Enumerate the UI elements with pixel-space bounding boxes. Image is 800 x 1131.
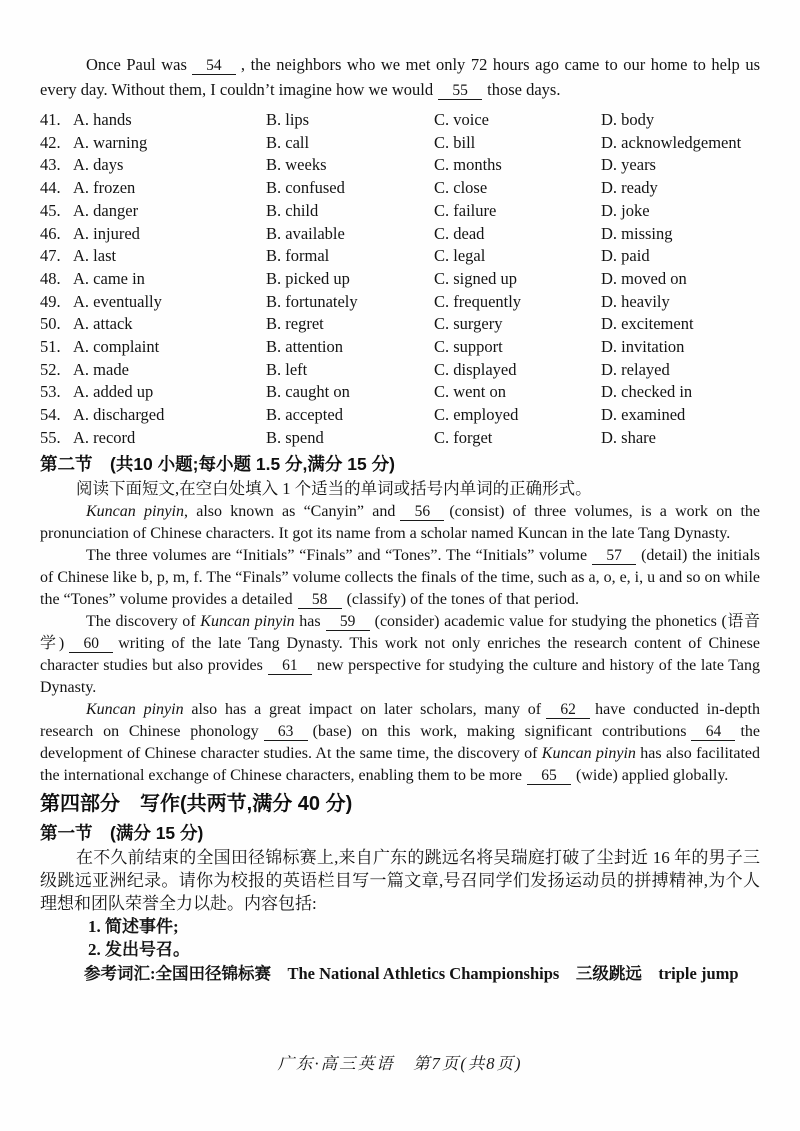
cloze-intro-paragraph: Once Paul was 54 , the neighbors who we met only 72 hours ago came to our home to help us every day. Without them, I couldn’t imagine how we would 55 those days. <box>40 55 761 99</box>
option-cell: A. warning <box>73 132 148 152</box>
writing-point-1: 1. 简述事件; <box>88 916 179 936</box>
option-number: 44. <box>40 178 61 198</box>
blank-56: 56 <box>400 504 444 521</box>
option-cell: B. available <box>266 223 345 243</box>
option-number: 47. <box>40 246 61 266</box>
writing-section-heading: 第一节 (满分 15 分) <box>40 822 204 843</box>
option-row <box>40 200 760 223</box>
option-row <box>40 223 760 246</box>
option-cell: D. joke <box>601 200 650 220</box>
option-cell: B. child <box>266 200 319 220</box>
option-row <box>40 268 760 291</box>
option-cell: C. surgery <box>434 314 503 334</box>
passage-paragraph-1: Kuncan pinyin, also known as “Canyin” and 56 (consist) of three volumes, is a work on the pronunciation of Chinese characters. It got its name from a scholar named Kuncan in the late Tang Dynasty. <box>40 502 761 542</box>
blank-58: 58 <box>298 592 342 609</box>
option-cell: D. checked in <box>601 382 693 402</box>
option-cell: A. came in <box>73 268 145 288</box>
option-row <box>40 381 760 404</box>
option-row <box>40 132 760 155</box>
option-cell: D. excitement <box>601 314 694 334</box>
option-number: 42. <box>40 132 61 152</box>
section2-heading: 第二节 (共10 小题;每小题 1.5 分,满分 15 分) <box>40 453 395 474</box>
option-row <box>40 245 760 268</box>
blank-60: 60 <box>69 636 113 653</box>
option-number: 43. <box>40 155 61 175</box>
option-cell: D. body <box>601 110 655 129</box>
blank-62: 62 <box>546 702 590 719</box>
option-cell: B. weeks <box>266 155 327 175</box>
part4-heading: 第四部分 写作(共两节,满分 40 分) <box>40 792 353 815</box>
option-cell: D. ready <box>601 178 658 198</box>
option-cell: D. invitation <box>601 337 685 357</box>
option-cell: A. days <box>73 155 124 175</box>
option-cell: A. added up <box>73 382 154 402</box>
option-row <box>40 359 760 382</box>
option-cell: C. legal <box>434 246 486 266</box>
option-cell: C. employed <box>434 405 519 425</box>
option-cell: A. record <box>73 427 136 447</box>
option-cell: C. support <box>434 337 503 357</box>
option-cell: B. caught on <box>266 382 350 402</box>
writing-prompt: 在不久前结束的全国田径锦标赛上,来自广东的跳远名将吴瑞庭打破了尘封近 16 年的男子三级跳远亚洲纪录。请你为校报的英语栏目写一篇文章,号召同学们发扬运动员的拼搏精神,为个人理想和团队荣誉全力以赴。内容包括: <box>40 847 760 913</box>
option-cell: C. failure <box>434 200 497 220</box>
option-cell: C. dead <box>434 223 485 243</box>
option-number: 51. <box>40 337 61 357</box>
option-cell: C. months <box>434 155 502 175</box>
option-cell: D. acknowledgement <box>601 132 742 152</box>
option-number: 50. <box>40 314 61 334</box>
option-row <box>40 109 760 132</box>
option-cell: C. forget <box>434 427 493 447</box>
option-number: 53. <box>40 382 61 402</box>
option-number: 46. <box>40 223 61 243</box>
option-number: 41. <box>40 110 61 129</box>
option-cell: B. regret <box>266 314 324 334</box>
blank-61: 61 <box>268 658 312 675</box>
option-cell: D. relayed <box>601 359 670 379</box>
option-cell: A. complaint <box>73 337 160 357</box>
passage-paragraph-3: The discovery of Kuncan pinyin has 59 (consider) academic value for studying the phonetics (语音学) 60 writing of the late Tang Dynasty. This work not only enriches the research content of Chinese character studies but also provides 61 new perspective for studying the culture and history of the late Tang Dynasty. <box>40 612 761 696</box>
option-row <box>40 154 760 177</box>
option-cell: A. discharged <box>73 405 165 425</box>
option-number: 55. <box>40 427 61 447</box>
option-row <box>40 427 760 450</box>
blank-65: 65 <box>527 768 571 785</box>
page-footer: 广东·高三英语 第7页(共8页) <box>277 1054 523 1073</box>
option-cell: A. made <box>73 359 129 379</box>
option-cell: B. attention <box>266 337 343 357</box>
writing-point-2: 2. 发出号召。 <box>88 939 190 959</box>
section2-instruction: 阅读下面短文,在空白处填入 1 个适当的单词或括号内单词的正确形式。 <box>76 478 592 498</box>
option-cell: B. left <box>266 359 308 379</box>
blank-64: 64 <box>691 724 735 741</box>
option-cell: A. frozen <box>73 178 136 198</box>
option-cell: A. attack <box>73 314 133 334</box>
option-cell: A. eventually <box>73 291 162 311</box>
option-cell: D. examined <box>601 405 686 425</box>
option-cell: D. heavily <box>601 291 670 311</box>
passage-paragraph-2: The three volumes are “Initials” “Finals” and “Tones”. The “Initials” volume 57 (detail) the initials of Chinese like b, p, m, f. The “Finals” volume collects the finals of the time, such as a, o, e, i, u and so on while the “Tones” volume provides a detailed 58 (classify) of the tones of that period. <box>40 546 760 608</box>
option-row <box>40 336 760 359</box>
option-number: 45. <box>40 200 61 220</box>
option-number: 54. <box>40 405 61 425</box>
option-cell: B. call <box>266 132 310 152</box>
option-cell: C. bill <box>434 132 476 152</box>
option-cell: D. moved on <box>601 268 687 288</box>
option-cell: D. share <box>601 427 656 447</box>
option-cell: B. fortunately <box>266 291 358 311</box>
option-cell: A. hands <box>73 110 132 129</box>
option-cell: C. went on <box>434 382 506 402</box>
passage-paragraph-4: Kuncan pinyin also has a great impact on later scholars, many of 62 have conducted in-depth research on Chinese phonology 63 (base) on this work, making significant contributions 64 the development of Chinese character studies. At the same time, the discovery of Kuncan pinyin has also facilitated the international exchange of Chinese characters, enabling them to be more 65 (wide) applied globally. <box>40 700 761 784</box>
option-cell: C. frequently <box>434 291 522 311</box>
option-row <box>40 291 760 314</box>
option-cell: A. last <box>73 246 117 266</box>
blank-57: 57 <box>592 548 636 565</box>
option-cell: B. confused <box>266 178 345 198</box>
blank-59: 59 <box>326 614 370 631</box>
option-row <box>40 177 760 200</box>
reference-vocabulary-line: 参考词汇:全国田径锦标赛 The National Athletics Championships 三级跳远 triple jump <box>84 963 739 983</box>
italic-term: Kuncan pinyin <box>200 612 295 630</box>
option-cell: B. accepted <box>266 405 343 425</box>
option-row <box>40 313 760 336</box>
option-cell: B. picked up <box>266 268 350 288</box>
option-number: 52. <box>40 359 61 379</box>
option-cell: A. danger <box>73 200 139 220</box>
blank-55: 55 <box>438 83 482 100</box>
option-cell: B. spend <box>266 427 324 447</box>
option-cell: A. injured <box>73 223 140 243</box>
option-cell: D. missing <box>601 223 673 243</box>
italic-term: Kuncan pinyin <box>86 502 184 520</box>
option-number: 48. <box>40 268 61 288</box>
options-table <box>40 109 760 450</box>
option-cell: D. years <box>601 155 656 175</box>
option-cell: B. lips <box>266 110 310 129</box>
option-cell: D. paid <box>601 246 650 266</box>
blank-63: 63 <box>264 724 308 741</box>
italic-term: Kuncan pinyin <box>86 700 184 718</box>
italic-term: Kuncan pinyin <box>541 744 636 762</box>
option-number: 49. <box>40 291 61 311</box>
option-cell: B. formal <box>266 246 330 266</box>
option-cell: C. close <box>434 178 488 198</box>
option-row <box>40 404 760 427</box>
blank-54: 54 <box>192 58 236 75</box>
option-cell: C. voice <box>434 110 489 129</box>
option-cell: C. signed up <box>434 268 517 288</box>
option-cell: C. displayed <box>434 359 517 379</box>
